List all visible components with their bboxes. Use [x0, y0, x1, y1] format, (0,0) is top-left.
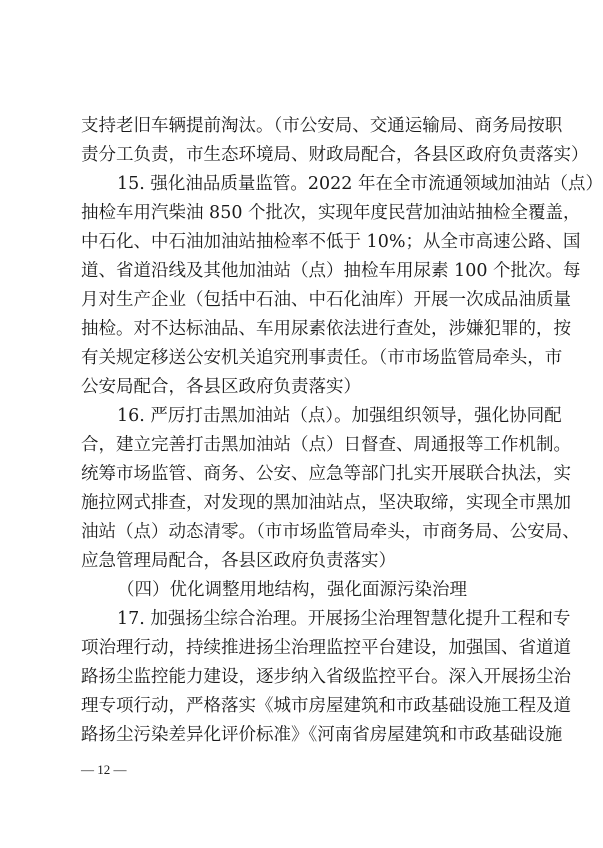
text-line: 有关规定移送公安机关追究刑事责任。（市市场监管局牵头，市 [81, 348, 563, 368]
paragraph-17-first-line: 17. 加强扬尘综合治理。开展扬尘治理智慧化提升工程和专 [117, 609, 571, 629]
text-line: 油站（点）动态清零。（市市场监管局牵头，市商务局、公安局、 [81, 522, 580, 542]
text-line: 公安局配合，各县区政府负责落实） [81, 377, 361, 397]
document-body [81, 112, 603, 750]
page-number: — 12 — [81, 762, 127, 777]
paragraph-16-first-line: 16. 严厉打击黑加油站（点）。加强组织领导，强化协同配 [117, 406, 562, 426]
text-line: 路扬尘污染差异化评价标准》《河南省房屋建筑和市政基础设施 [81, 725, 563, 745]
text-line: 施拉网式排查，对发现的黑加油站点，坚决取缔，实现全市黑加 [81, 493, 571, 513]
text-line: 项治理行动，持续推进扬尘治理监控平台建设，加强国、省道道 [81, 638, 571, 658]
text-line: 月对生产企业（包括中石油、中石化油库）开展一次成品油质量 [81, 290, 571, 310]
text-line: 中石化、中石油加油站抽检率不低于 10%；从全市高速公路、国 [81, 232, 581, 252]
text-line: 责分工负责，市生态环境局、财政局配合，各县区政府负责落实） [81, 145, 589, 165]
text-line: 应急管理局配合，各县区政府负责落实） [81, 551, 396, 571]
text-line: 理专项行动，严格落实《城市房屋建筑和市政基础设施工程及道 [81, 696, 571, 716]
text-line: 抽检。对不达标油品、车用尿素依法进行查处，涉嫌犯罪的，按 [81, 319, 571, 339]
text-line: 抽检车用汽柴油 850 个批次，实现年度民营加油站抽检全覆盖， [81, 203, 581, 223]
text-line: 统筹市场监管、商务、公安、应急等部门扎实开展联合执法，实 [81, 464, 571, 484]
text-line: 支持老旧车辆提前淘汰。（市公安局、交通运输局、商务局按职 [81, 116, 563, 136]
section-heading: （四）优化调整用地结构，强化面源污染治理 [117, 580, 467, 600]
text-line: 合，建立完善打击黑加油站（点）日督查、周通报等工作机制。 [81, 435, 571, 455]
paragraph-15-first-line: 15. 强化油品质量监管。2022 年在全市流通领域加油站（点） [117, 174, 603, 194]
text-line: 路扬尘监控能力建设，逐步纳入省级监控平台。深入开展扬尘治 [81, 667, 571, 687]
text-line: 道、省道沿线及其他加油站（点）抽检车用尿素 100 个批次。每 [81, 261, 581, 281]
